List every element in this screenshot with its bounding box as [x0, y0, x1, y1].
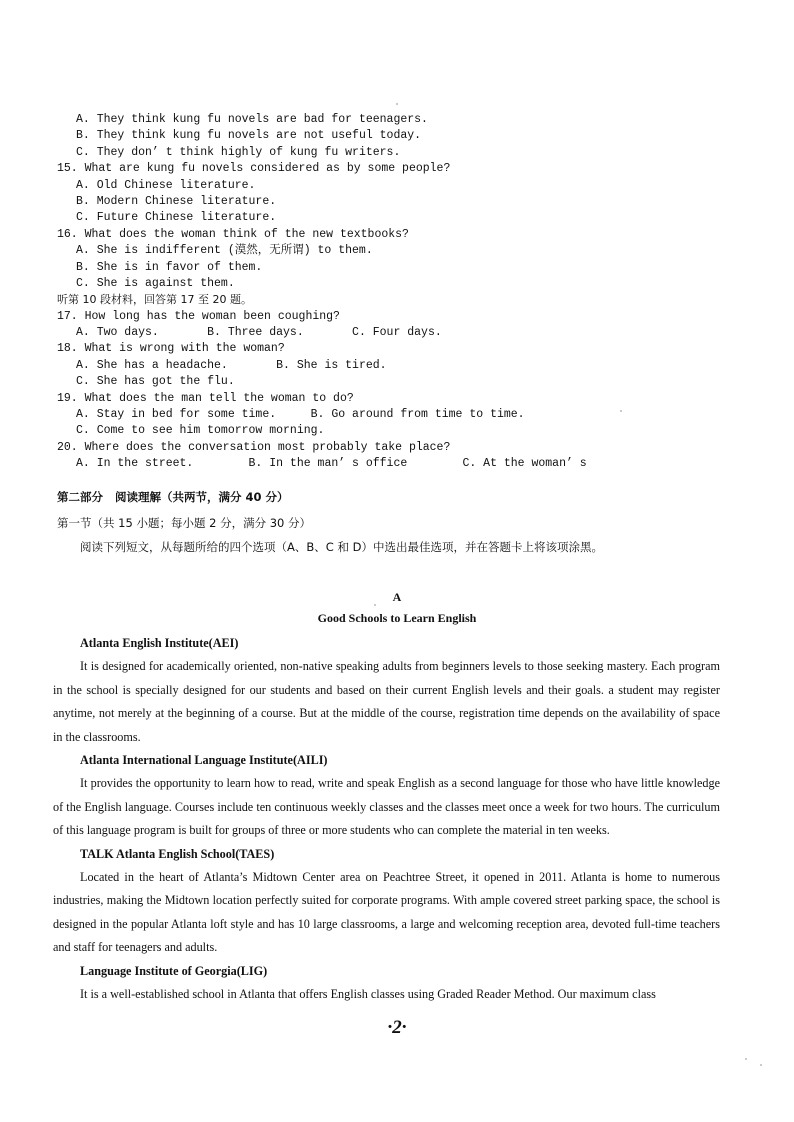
answer-option: B. Modern Chinese literature. [76, 194, 277, 208]
answer-option: C. She has got the flu. [76, 375, 235, 389]
scan-speck [374, 604, 376, 606]
question-line: 听第 10 段材料，回答第 17 至 20 题。 [57, 293, 252, 307]
scan-speck [396, 103, 398, 105]
answer-option: B. She is in favor of them. [76, 260, 263, 274]
reading-instruction: 阅读下列短文，从每题所给的四个选项（A、B、C 和 D）中选出最佳选项，并在答题卡上将该项涂黑。 [80, 540, 603, 554]
answer-option: C. They don’ t think highly of kung fu writers. [76, 145, 401, 159]
answer-option: C. She is against them. [76, 276, 235, 290]
passage-body [53, 632, 720, 1007]
listening-questions [57, 112, 757, 473]
school-description: It provides the opportunity to learn how to read, write and speak English as a second language for those who have little knowledge of the English language. Courses include ten continuous weekly classes and the classes meet once a week for two hours. The curriculum of this language program is built for groups of three or more students who can complete the material in ten weeks. [53, 776, 720, 838]
passage-title: Good Schools to Learn English [317, 611, 477, 625]
answer-option: A. She is indifferent (漠然，无所谓) to them. [76, 244, 373, 258]
question-line: 18. What is wrong with the woman? [57, 342, 285, 356]
answer-option: B. They think kung fu novels are not useful today. [76, 129, 422, 143]
scan-speck [745, 1058, 747, 1060]
school-name: TALK Atlanta English School(TAES) [80, 846, 275, 861]
section1-heading: 第一节（共 15 小题；每小题 2 分，满分 30 分） [57, 516, 312, 530]
scan-speck [760, 1064, 762, 1066]
answer-option: A. Stay in bed for some time. B. Go around from time to time. [76, 408, 525, 422]
answer-option: A. In the street. B. In the man’ s office C. At the woman’ s [76, 457, 587, 471]
school-description: Located in the heart of Atlanta’s Midtown Center area on Peachtree Street, it opened in 2011. Atlanta is home to numerous industries, making the Midtown location perfectly suited for corporate programs. With ample covered street parking space, the school is designed in the popular Atlanta loft style and has 10 large classrooms, a large and welcoming reception area, devoted full-time teachers and staff for teenagers and adults. [53, 870, 720, 955]
passage-label: A [392, 590, 402, 604]
school-name: Atlanta English Institute(AEI) [80, 636, 239, 650]
school-description: It is designed for academically oriented, non-native speaking adults from beginners levels to those seeking mastery. Each program in the school is specially designed for our students and based on their current English levels and their goals. a student may register anytime, not merely at the beginning of a course. But at the middle of the course, registration time depends on the availability of space in the classrooms. [53, 659, 720, 744]
question-line: 20. Where does the conversation most probably take place? [57, 440, 451, 454]
answer-option: C. Come to see him tomorrow morning. [76, 424, 325, 438]
answer-option: A. Old Chinese literature. [76, 178, 256, 192]
answer-option: C. Future Chinese literature. [76, 211, 277, 225]
question-line: 16. What does the woman think of the new textbooks? [57, 227, 409, 241]
part2-heading: 第二部分 阅读理解（共两节，满分 40 分） [57, 490, 289, 504]
scan-speck [620, 410, 622, 412]
school-name: Language Institute of Georgia(LIG) [80, 963, 268, 978]
question-line: 19. What does the man tell the woman to do? [57, 391, 354, 405]
answer-option: A. Two days. B. Three days. C. Four days. [76, 326, 442, 340]
answer-option: A. They think kung fu novels are bad for teenagers. [76, 113, 428, 126]
question-line: 17. How long has the woman been coughing? [57, 309, 340, 323]
school-description: It is a well-established school in Atlanta that offers English classes using Graded Reader Method. Our maximum class [80, 987, 656, 1002]
question-line: 15. What are kung fu novels considered as by some people? [57, 162, 451, 176]
school-name: Atlanta International Language Institute(AILI) [80, 753, 328, 768]
answer-option: A. She has a headache. B. She is tired. [76, 358, 387, 372]
page-number: ·2· [387, 1017, 407, 1038]
